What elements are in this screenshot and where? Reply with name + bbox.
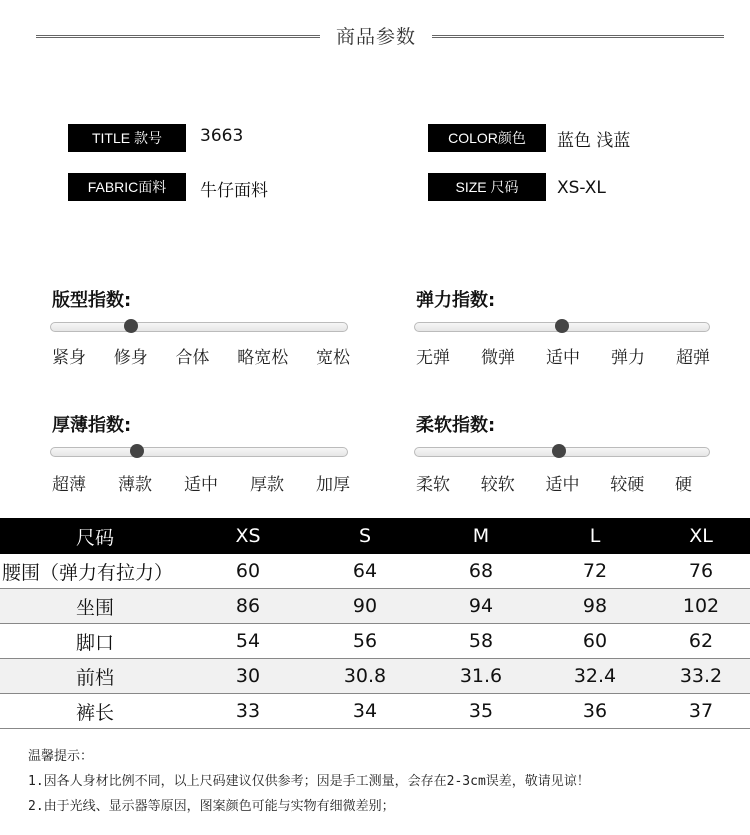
option-label: 厚款 <box>250 475 284 495</box>
option-label: 修身 <box>113 348 148 368</box>
option-label: 加厚 <box>316 475 350 495</box>
table-header-row <box>0 518 750 554</box>
table-row <box>0 589 750 624</box>
table-cell: 60 <box>538 624 652 659</box>
section-title: 商品参数 <box>335 26 416 48</box>
option-label: 较硬 <box>610 475 645 495</box>
option-label: 合体 <box>175 348 210 368</box>
table-cell: 30 <box>190 659 306 694</box>
softness-index-marker <box>552 444 566 458</box>
fit-index-title: 版型指数: <box>52 290 132 311</box>
option-label: 超薄 <box>52 475 86 495</box>
color-tag: COLOR颜色 <box>428 124 546 152</box>
table-cell: 58 <box>424 624 538 659</box>
size-table <box>0 518 750 729</box>
table-cell: 35 <box>424 694 538 729</box>
table-row <box>0 694 750 729</box>
option-label: 较软 <box>480 475 515 495</box>
thickness-index-marker <box>130 444 144 458</box>
table-cell: 102 <box>652 589 750 624</box>
option-label: 适中 <box>545 475 580 495</box>
elasticity-index-marker <box>555 319 569 333</box>
option-label: 硬 <box>675 475 692 495</box>
table-cell: 56 <box>306 624 424 659</box>
fabric-value: 牛仔面料 <box>200 181 268 201</box>
thickness-index-title: 厚薄指数: <box>52 415 132 436</box>
table-cell: 34 <box>306 694 424 729</box>
row-label: 腰围（弹力有拉力） <box>0 554 190 589</box>
color-value: 蓝色 浅蓝 <box>557 131 631 151</box>
option-label: 薄款 <box>118 475 152 495</box>
option-label: 无弹 <box>416 348 450 368</box>
header-rule-right <box>432 35 724 38</box>
table-row <box>0 624 750 659</box>
column-header: L <box>538 518 652 554</box>
table-cell: 60 <box>190 554 306 589</box>
softness-index-track <box>414 447 710 457</box>
title-tag: TITLE 款号 <box>68 124 186 152</box>
fit-index-track <box>50 322 348 332</box>
option-label: 宽松 <box>316 348 350 368</box>
table-cell: 72 <box>538 554 652 589</box>
tip-line: 1.因各人身材比例不同，以上尺码建议仅供参考；因是手工测量，会存在2-3cm误差，敬请见谅！ <box>28 774 590 789</box>
table-cell: 76 <box>652 554 750 589</box>
table-cell: 37 <box>652 694 750 729</box>
column-header: M <box>424 518 538 554</box>
table-cell: 33 <box>190 694 306 729</box>
column-header: 尺码 <box>0 518 190 554</box>
fit-index-marker <box>124 319 138 333</box>
row-label: 裤长 <box>0 694 190 729</box>
option-label: 超弹 <box>676 348 710 368</box>
table-cell: 94 <box>424 589 538 624</box>
fabric-tag: FABRIC面料 <box>68 173 186 201</box>
size-range: XS-XL <box>557 178 606 198</box>
option-label: 紧身 <box>52 348 86 368</box>
style-number: 3663 <box>200 126 244 146</box>
table-cell: 90 <box>306 589 424 624</box>
table-cell: 54 <box>190 624 306 659</box>
thickness-index-track <box>50 447 348 457</box>
column-header: S <box>306 518 424 554</box>
option-label: 略宽松 <box>237 348 289 368</box>
size-tag: SIZE 尺码 <box>428 173 546 201</box>
table-cell: 68 <box>424 554 538 589</box>
row-label: 脚口 <box>0 624 190 659</box>
option-label: 微弹 <box>481 348 515 368</box>
column-header: XS <box>190 518 306 554</box>
elasticity-index-options <box>416 343 710 368</box>
table-cell: 33.2 <box>652 659 750 694</box>
table-cell: 64 <box>306 554 424 589</box>
table-row <box>0 659 750 694</box>
column-header: XL <box>652 518 750 554</box>
row-label: 坐围 <box>0 589 190 624</box>
table-cell: 31.6 <box>424 659 538 694</box>
elasticity-index-title: 弹力指数: <box>416 290 496 311</box>
table-cell: 86 <box>190 589 306 624</box>
softness-index-options <box>416 470 692 495</box>
header-rule-left <box>36 35 320 38</box>
tips-title: 温馨提示： <box>28 749 94 764</box>
softness-index-title: 柔软指数: <box>416 415 496 436</box>
table-row <box>0 554 750 589</box>
thickness-index-options <box>52 470 350 495</box>
table-cell: 30.8 <box>306 659 424 694</box>
table-cell: 62 <box>652 624 750 659</box>
tip-line: 2.由于光线、显示器等原因，图案颜色可能与实物有细微差别； <box>28 799 395 814</box>
elasticity-index-track <box>414 322 710 332</box>
table-cell: 98 <box>538 589 652 624</box>
option-label: 柔软 <box>416 475 450 495</box>
row-label: 前档 <box>0 659 190 694</box>
option-label: 弹力 <box>611 348 645 368</box>
table-cell: 32.4 <box>538 659 652 694</box>
fit-index-options <box>52 343 350 368</box>
option-label: 适中 <box>546 348 580 368</box>
table-cell: 36 <box>538 694 652 729</box>
tips-section <box>28 744 738 819</box>
option-label: 适中 <box>184 475 218 495</box>
